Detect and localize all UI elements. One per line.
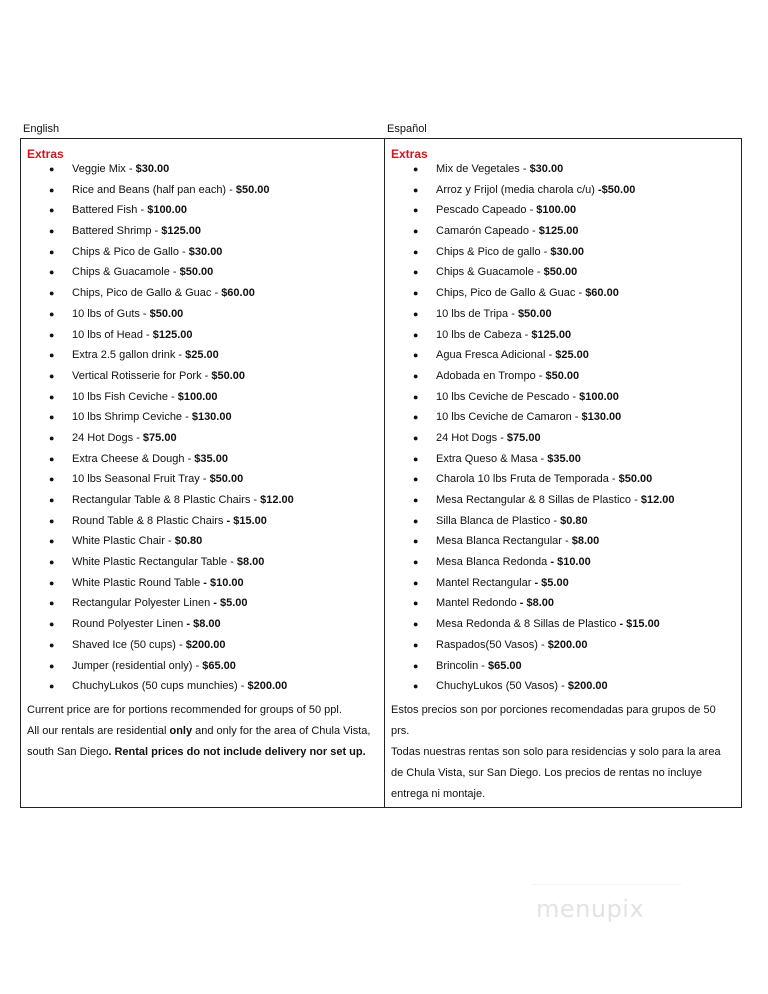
menu-item bbox=[49, 265, 294, 286]
menu-item-name: White Plastic Round Table bbox=[72, 576, 204, 589]
menu-item bbox=[413, 307, 674, 328]
menu-item bbox=[49, 452, 294, 473]
bullet-icon: ● bbox=[413, 288, 419, 299]
menu-item-price: $8.00 bbox=[571, 535, 600, 548]
bullet-icon: ● bbox=[49, 391, 55, 402]
bullet-icon: ● bbox=[413, 515, 419, 526]
spanish-column bbox=[385, 139, 741, 807]
menu-item-name: 10 lbs de Tripa - bbox=[436, 307, 518, 320]
menu-item bbox=[413, 452, 674, 473]
menu-item-name: White Plastic Chair - bbox=[72, 535, 175, 548]
menu-item-name: Agua Fresca Adicional - bbox=[436, 349, 556, 362]
english-column bbox=[21, 139, 385, 807]
menu-item-name: Extra 2.5 gallon drink - bbox=[72, 349, 186, 362]
english-item-list bbox=[49, 162, 294, 700]
menu-item-price: $200.00 bbox=[567, 680, 608, 693]
menu-item bbox=[413, 493, 674, 514]
menu-item-name: Rectangular Polyester Linen bbox=[72, 597, 214, 610]
menu-item-name: Jumper (residential only) - bbox=[72, 659, 203, 672]
menu-item-name: Pescado Capeado - bbox=[436, 204, 537, 217]
menu-item-name: 10 lbs Fish Ceviche - bbox=[72, 390, 178, 403]
bullet-icon: ● bbox=[49, 288, 55, 299]
menu-item bbox=[413, 576, 674, 597]
bullet-icon: ● bbox=[413, 577, 419, 588]
bullet-icon: ● bbox=[49, 536, 55, 547]
menu-item-name: Veggie Mix - bbox=[72, 163, 136, 175]
menu-item bbox=[49, 638, 294, 659]
menu-item-price: $200.00 bbox=[185, 638, 226, 651]
bullet-icon: ● bbox=[413, 350, 419, 361]
menu-item bbox=[413, 162, 674, 183]
english-column-header: English bbox=[23, 123, 60, 135]
bullet-icon: ● bbox=[413, 370, 419, 381]
menu-item-price: $100.00 bbox=[177, 390, 218, 403]
menu-item-name: ChuchyLukos (50 cups munchies) - bbox=[72, 680, 248, 693]
menu-item bbox=[413, 659, 674, 680]
bullet-icon: ● bbox=[413, 267, 419, 278]
bullet-icon: ● bbox=[49, 515, 55, 526]
menu-item bbox=[49, 390, 294, 411]
menu-item bbox=[49, 659, 294, 680]
menu-item-price: $60.00 bbox=[585, 287, 619, 300]
menu-item-name: Mesa Rectangular & 8 Sillas de Plastico - bbox=[436, 494, 641, 506]
menu-item bbox=[49, 307, 294, 328]
bullet-icon: ● bbox=[413, 184, 419, 195]
menu-item-price: - $5.00 bbox=[213, 597, 248, 610]
bullet-icon: ● bbox=[49, 350, 55, 361]
bullet-icon: ● bbox=[49, 474, 55, 485]
menu-item-name: Adobada en Trompo - bbox=[436, 369, 546, 382]
menu-item-name: Mesa Blanca Redonda bbox=[436, 556, 551, 569]
menu-item-name: ChuchyLukos (50 Vasos) - bbox=[436, 680, 568, 693]
menu-item-name: Silla Blanca de Plastico - bbox=[436, 514, 561, 527]
menu-item-price: $50.00 bbox=[517, 307, 552, 320]
menu-item-name: Chips & Guacamole - bbox=[72, 266, 180, 279]
menu-item-price: $25.00 bbox=[185, 349, 219, 362]
bullet-icon: ● bbox=[49, 453, 55, 464]
bullet-icon: ● bbox=[49, 495, 55, 505]
menu-item-name: Chips, Pico de Gallo & Guac - bbox=[72, 287, 222, 300]
menu-item-name: Mantel Rectangular bbox=[436, 576, 535, 589]
menu-item-price: - $15.00 bbox=[619, 618, 660, 631]
menu-item bbox=[413, 245, 674, 266]
menu-item-price: $125.00 bbox=[161, 225, 202, 238]
menu-item bbox=[49, 369, 294, 390]
menu-item-name: Chips & Pico de gallo - bbox=[436, 245, 551, 258]
menu-item-name: 10 lbs Seasonal Fruit Tray - bbox=[72, 473, 210, 486]
menu-item bbox=[413, 514, 674, 535]
menu-item-price: $50.00 bbox=[618, 473, 653, 486]
menu-item-name: Vertical Rotisserie for Pork - bbox=[72, 369, 212, 382]
bullet-icon: ● bbox=[413, 308, 419, 319]
menu-item bbox=[49, 224, 294, 245]
bullet-icon: ● bbox=[413, 205, 419, 216]
menu-item-name: Round Polyester Linen bbox=[72, 618, 187, 631]
menu-item bbox=[413, 617, 674, 638]
menu-item bbox=[49, 576, 294, 597]
bullet-icon: ● bbox=[49, 639, 55, 650]
menu-item-name: Raspados(50 Vasos) - bbox=[436, 638, 548, 651]
menu-item-price: - $10.00 bbox=[203, 576, 244, 589]
menu-item bbox=[413, 410, 674, 431]
menu-item bbox=[413, 286, 674, 307]
menu-item bbox=[49, 534, 294, 555]
menu-item-price: $130.00 bbox=[581, 411, 622, 424]
bullet-icon: ● bbox=[413, 432, 419, 443]
bullet-icon: ● bbox=[49, 370, 55, 381]
menu-item-name: Mix de Vegetales - bbox=[436, 163, 530, 175]
menu-item bbox=[49, 203, 294, 224]
menu-item-price: $50.00 bbox=[545, 369, 580, 382]
bullet-icon: ● bbox=[413, 412, 419, 423]
menu-item bbox=[49, 493, 294, 514]
watermark-divider bbox=[532, 884, 682, 890]
menu-item bbox=[49, 679, 294, 700]
menu-item bbox=[413, 390, 674, 411]
bullet-icon: ● bbox=[413, 639, 419, 650]
menu-item-price: $50.00 bbox=[179, 266, 214, 279]
menu-item-name: Camarón Capeado - bbox=[436, 225, 539, 238]
bullet-icon: ● bbox=[49, 205, 55, 216]
menu-item-price: $100.00 bbox=[579, 390, 619, 403]
menu-item bbox=[413, 679, 674, 700]
menu-item-price: $75.00 bbox=[506, 431, 541, 444]
spanish-item-list bbox=[413, 162, 674, 700]
menu-item bbox=[49, 472, 294, 493]
menu-item-price: $35.00 bbox=[194, 452, 228, 465]
menu-item-price: $50.00 bbox=[149, 307, 184, 320]
menu-item-price: $200.00 bbox=[547, 638, 588, 651]
menu-item-name: 10 lbs of Head - bbox=[72, 328, 153, 341]
spanish-notes bbox=[391, 700, 733, 805]
bullet-icon: ● bbox=[49, 226, 55, 237]
menu-item-price: $50.00 bbox=[543, 266, 578, 279]
menu-item-price: $125.00 bbox=[538, 225, 579, 238]
menu-item-price: - $8.00 bbox=[519, 597, 555, 610]
bullet-icon: ● bbox=[49, 432, 55, 443]
spanish-extras-title: Extras bbox=[391, 147, 428, 161]
menu-item-price: $30.00 bbox=[135, 163, 170, 175]
menu-item-price: $35.00 bbox=[547, 452, 581, 465]
menu-item bbox=[413, 472, 674, 493]
menu-item bbox=[49, 162, 294, 183]
menu-item-name: Extra Queso & Masa - bbox=[436, 452, 548, 465]
menu-item-name: Chips & Guacamole - bbox=[436, 266, 544, 279]
menu-item bbox=[49, 410, 294, 431]
menu-item-price: $0.80 bbox=[174, 535, 203, 548]
english-note-portions: Current price are for portions recommended for groups of 50 ppl. bbox=[27, 704, 342, 716]
menu-item-price: $65.00 bbox=[202, 659, 236, 672]
bullet-icon: ● bbox=[413, 619, 419, 630]
spanish-note-rentals: Todas nuestras rentas son solo para residencias y solo para la area de Chula Vista, sur San Diego. Los precios de rentas no incluye entrega ni montaje. bbox=[391, 746, 721, 800]
menu-item-price: $75.00 bbox=[142, 431, 177, 444]
spanish-column-header: Español bbox=[387, 123, 427, 135]
menu-item-name: Round Table & 8 Plastic Chairs bbox=[72, 514, 227, 527]
menu-item-price: $200.00 bbox=[247, 680, 288, 693]
menu-item bbox=[413, 224, 674, 245]
english-notes bbox=[27, 700, 376, 763]
menu-item bbox=[49, 617, 294, 638]
menu-item-price: $50.00 bbox=[209, 473, 244, 486]
bullet-icon: ● bbox=[49, 557, 55, 568]
bullet-icon: ● bbox=[49, 164, 55, 174]
menu-item-name: Arroz y Frijol (media charola c/u) bbox=[436, 183, 598, 196]
menu-item-name: Extra Cheese & Dough - bbox=[72, 452, 195, 465]
menu-item bbox=[413, 638, 674, 659]
bullet-icon: ● bbox=[413, 660, 419, 671]
menu-item bbox=[413, 555, 674, 576]
menu-item bbox=[413, 328, 674, 349]
english-note-rentals: All our rentals are residential only and only for the area of Chula Vista, south San Diego. Rental prices do not include delivery nor set up. bbox=[27, 725, 371, 758]
bullet-icon: ● bbox=[413, 536, 419, 547]
menu-item bbox=[413, 265, 674, 286]
menu-item-name: 10 lbs Shrimp Ceviche - bbox=[72, 411, 192, 424]
bullet-icon: ● bbox=[49, 308, 55, 319]
menu-item-name: 10 lbs Ceviche de Pescado - bbox=[436, 390, 580, 403]
menu-item-price: $65.00 bbox=[487, 659, 522, 672]
bullet-icon: ● bbox=[49, 267, 55, 278]
bullet-icon: ● bbox=[49, 577, 55, 588]
bullet-icon: ● bbox=[49, 246, 55, 257]
menupix-watermark-logo: menupix bbox=[536, 895, 645, 923]
menu-item-price: -$50.00 bbox=[598, 183, 636, 196]
menu-item-name: 24 Hot Dogs - bbox=[436, 431, 507, 444]
menu-item bbox=[413, 183, 674, 204]
menu-item-price: $0.80 bbox=[560, 514, 588, 527]
menu-item-name: Battered Fish - bbox=[72, 204, 148, 217]
menu-item-name: Mesa Blanca Rectangular - bbox=[436, 535, 572, 548]
menu-item bbox=[413, 369, 674, 390]
menu-item-name: Rectangular Table & 8 Plastic Chairs - bbox=[72, 494, 261, 506]
menu-item-price: $50.00 bbox=[211, 369, 246, 382]
bullet-icon: ● bbox=[413, 557, 419, 568]
bullet-icon: ● bbox=[413, 495, 419, 505]
menu-item-name: Mantel Redondo bbox=[436, 597, 520, 610]
menu-item bbox=[49, 183, 294, 204]
bullet-icon: ● bbox=[49, 681, 55, 692]
bullet-icon: ● bbox=[413, 164, 419, 174]
menu-item bbox=[49, 245, 294, 266]
menu-item-price: $60.00 bbox=[221, 287, 255, 300]
bullet-icon: ● bbox=[413, 453, 419, 464]
bullet-icon: ● bbox=[413, 246, 419, 257]
menu-item-price: $125.00 bbox=[531, 328, 572, 341]
english-extras-title: Extras bbox=[27, 147, 64, 161]
bullet-icon: ● bbox=[49, 412, 55, 423]
bullet-icon: ● bbox=[413, 598, 419, 609]
menu-item bbox=[49, 286, 294, 307]
menu-item-price: $50.00 bbox=[235, 183, 270, 196]
menu-item-price: $100.00 bbox=[536, 204, 577, 217]
menu-item bbox=[49, 514, 294, 535]
menu-item-name: 10 lbs Ceviche de Camaron - bbox=[436, 411, 582, 424]
menu-item-price: $25.00 bbox=[555, 349, 589, 362]
menu-item-price: $100.00 bbox=[147, 204, 187, 217]
menu-item bbox=[49, 328, 294, 349]
menu-item-name: Chips & Pico de Gallo - bbox=[72, 245, 189, 258]
menu-item-price: - $5.00 bbox=[534, 576, 569, 589]
menu-item-price: $30.00 bbox=[550, 245, 584, 258]
menu-item-price: $12.00 bbox=[640, 494, 675, 506]
bullet-icon: ● bbox=[413, 681, 419, 692]
menu-item-price: $30.00 bbox=[529, 163, 564, 175]
menu-item bbox=[413, 203, 674, 224]
menu-item-price: $12.00 bbox=[260, 494, 294, 506]
bullet-icon: ● bbox=[49, 184, 55, 195]
menu-item-name: Chips, Pico de Gallo & Guac - bbox=[436, 287, 586, 300]
menu-item bbox=[49, 348, 294, 369]
menu-item-name: Mesa Redonda & 8 Sillas de Plastico bbox=[436, 618, 620, 631]
bullet-icon: ● bbox=[49, 329, 55, 340]
menu-item bbox=[413, 431, 674, 452]
menu-item-name: Shaved Ice (50 cups) - bbox=[72, 638, 186, 651]
menu-item bbox=[49, 431, 294, 452]
menu-item-price: $130.00 bbox=[191, 411, 232, 424]
menu-item-name: 10 lbs de Cabeza - bbox=[436, 328, 532, 341]
bullet-icon: ● bbox=[49, 598, 55, 609]
bullet-icon: ● bbox=[49, 619, 55, 630]
bullet-icon: ● bbox=[49, 660, 55, 671]
bullet-icon: ● bbox=[413, 226, 419, 237]
menu-item bbox=[49, 555, 294, 576]
bullet-icon: ● bbox=[413, 474, 419, 485]
menu-item-name: 24 Hot Dogs - bbox=[72, 431, 143, 444]
menu-item-name: Charola 10 lbs Fruta de Temporada - bbox=[436, 473, 619, 486]
menu-item-name: Battered Shrimp - bbox=[72, 225, 162, 238]
menu-item-price: - $8.00 bbox=[186, 618, 221, 631]
menu-table bbox=[20, 138, 742, 808]
menu-item-price: $8.00 bbox=[236, 556, 265, 569]
menu-item-price: - $15.00 bbox=[226, 514, 267, 527]
menu-item-price: $125.00 bbox=[152, 328, 193, 341]
menu-item-name: White Plastic Rectangular Table - bbox=[72, 556, 237, 569]
menu-item-name: Rice and Beans (half pan each) - bbox=[72, 183, 236, 196]
menu-item-name: Brincolin - bbox=[436, 659, 488, 672]
menu-item-price: - $10.00 bbox=[550, 556, 591, 569]
menu-item bbox=[49, 596, 294, 617]
menu-item bbox=[413, 596, 674, 617]
menu-item-name: 10 lbs of Guts - bbox=[72, 307, 150, 320]
bullet-icon: ● bbox=[413, 329, 419, 340]
spanish-note-portions: Estos precios son por porciones recomendadas para grupos de 50 prs. bbox=[391, 704, 716, 737]
menu-item bbox=[413, 534, 674, 555]
bullet-icon: ● bbox=[413, 391, 419, 402]
menu-item bbox=[413, 348, 674, 369]
menu-item-price: $30.00 bbox=[188, 245, 223, 258]
